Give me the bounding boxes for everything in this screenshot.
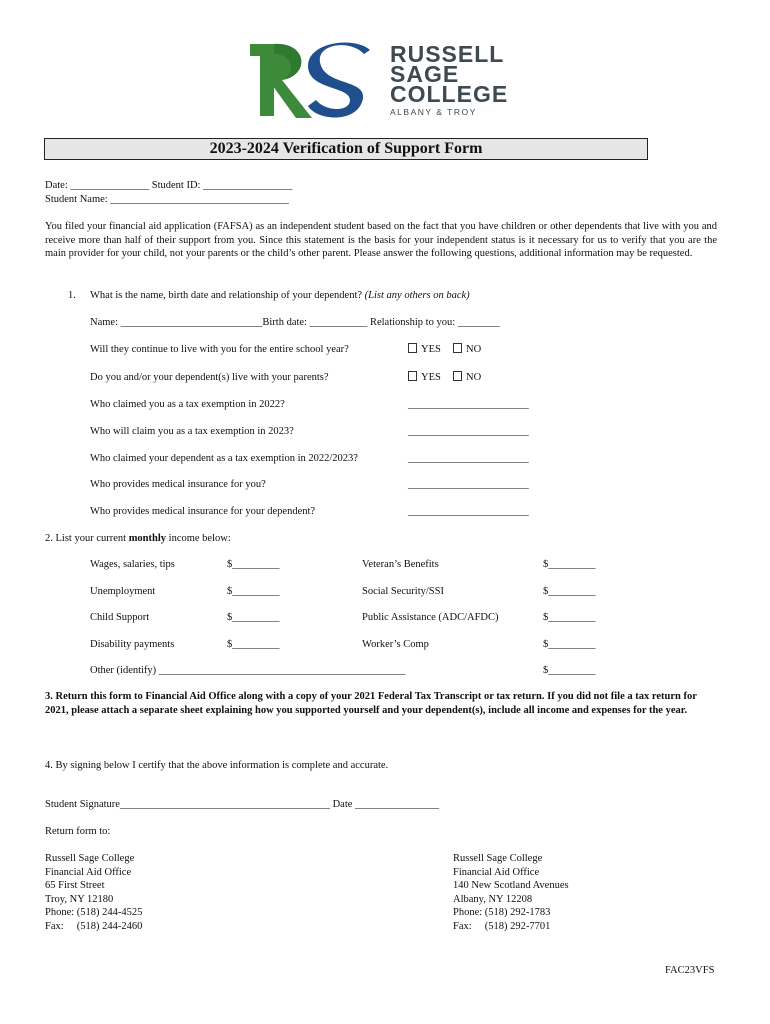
logo-subtitle: ALBANY & TROY: [390, 107, 477, 117]
address-line: Albany, NY 12208: [453, 893, 533, 905]
live-with-parents-yes[interactable]: [408, 371, 441, 385]
student-name-line[interactable]: Student Name: __________________________________: [45, 194, 289, 205]
income-label: Worker’s Comp: [362, 639, 429, 650]
live-with-parents-no[interactable]: [453, 371, 481, 385]
form-title: 2023-2024 Verification of Support Form: [44, 138, 648, 160]
signature-line[interactable]: Student Signature________________________________________ Date ________________: [45, 799, 440, 810]
income-label: Public Assistance (ADC/AFDC): [362, 612, 499, 623]
claimed-you-2022-question: Who claimed you as a tax exemption in 2022?: [90, 399, 285, 410]
q2-suffix: income below:: [168, 533, 231, 544]
q2-emphasis: monthly: [128, 533, 167, 544]
yes-label: YES: [421, 372, 441, 383]
no-label: NO: [466, 372, 482, 383]
logo-wordmark: [390, 41, 509, 117]
income-amount[interactable]: $_________: [227, 639, 280, 650]
other-income-line[interactable]: Other (identify) _______________________________________________: [90, 665, 406, 676]
claimed-you-2022-blank[interactable]: _______________________: [408, 399, 529, 410]
address-line: Phone: (518) 292-1783: [453, 907, 551, 918]
russell-sage-logo-mark: [246, 40, 374, 120]
claimed-dependent-blank[interactable]: _______________________: [408, 453, 529, 464]
address-line: Troy, NY 12180: [45, 893, 114, 905]
q3-instructions: 3. Return this form to Financial Aid Office along with a copy of your 2021 Federal Tax Transcript or tax return. If you did not file a tax return for 2021, please attach a separate sheet explaining how you supported yourself and your dependent(s), include all income and expenses for the year.: [45, 691, 697, 716]
insurance-dependent-question: Who provides medical insurance for your dependent?: [90, 506, 316, 517]
q2-prefix: 2. List your current: [45, 533, 127, 544]
checkbox-icon[interactable]: [408, 343, 417, 353]
income-amount[interactable]: $_________: [543, 612, 596, 623]
q1-heading: [90, 289, 470, 303]
insurance-you-blank[interactable]: _______________________: [408, 479, 529, 490]
income-amount[interactable]: $_________: [543, 586, 596, 597]
address-line: Russell Sage College: [453, 853, 543, 864]
income-label: Disability payments: [90, 639, 175, 650]
income-amount[interactable]: $_________: [543, 639, 596, 650]
address-line: Financial Aid Office: [453, 866, 540, 878]
address-line: Phone: (518) 244-4525: [45, 907, 143, 918]
address-line: Fax: (518) 292-7701: [453, 920, 551, 932]
live-with-parents-question: Do you and/or your dependent(s) live with your parents?: [90, 372, 329, 383]
q2-heading: [45, 532, 231, 546]
insurance-you-question: Who provides medical insurance for you?: [90, 479, 266, 490]
albany-address: [453, 852, 569, 933]
other-income-amount[interactable]: $_________: [543, 665, 596, 676]
address-line: Russell Sage College: [45, 853, 135, 864]
live-with-you-question: Will they continue to live with you for the entire school year?: [90, 344, 349, 355]
q1-note: (List any others on back): [364, 290, 470, 301]
no-label: NO: [466, 344, 482, 355]
live-with-you-yes[interactable]: [408, 343, 441, 357]
checkbox-icon[interactable]: [408, 371, 417, 381]
checkbox-icon[interactable]: [453, 343, 462, 353]
q1-number: 1.: [68, 290, 76, 301]
address-line: Financial Aid Office: [45, 866, 132, 878]
claim-you-2023-blank[interactable]: _______________________: [408, 426, 529, 437]
logo-line-3: COLLEGE: [390, 81, 509, 107]
intro-paragraph: You filed your financial aid application (FAFSA) as an independent student based on the fact that you have children or other dependents that live with you and receive more than half of their support from you. Since this statement is the basis for your independent status is it necessary for us to verify that you are the main provider for your child, not your parents or the child’s other parent. Please answer the following questions, additional information may be requested.: [45, 221, 717, 259]
income-amount[interactable]: $_________: [543, 559, 596, 570]
logo-line-2: SAGE: [390, 61, 460, 87]
q4-certification: 4. By signing below I certify that the above information is complete and accurate.: [45, 760, 389, 771]
return-label: Return form to:: [45, 826, 111, 837]
yes-label: YES: [421, 344, 441, 355]
checkbox-icon[interactable]: [453, 371, 462, 381]
income-label: Child Support: [90, 612, 150, 623]
income-label: Wages, salaries, tips: [90, 559, 175, 570]
address-line: 65 First Street: [45, 880, 105, 891]
income-label: Social Security/SSI: [362, 586, 444, 597]
form-code: FAC23VFS: [665, 965, 715, 976]
live-with-you-no[interactable]: [453, 343, 481, 357]
address-line: 140 New Scotland Avenues: [453, 880, 569, 891]
income-label: Veteran’s Benefits: [362, 559, 439, 570]
insurance-dependent-blank[interactable]: _______________________: [408, 506, 529, 517]
income-amount[interactable]: $_________: [227, 612, 280, 623]
claimed-dependent-question: Who claimed your dependent as a tax exemption in 2022/2023?: [90, 453, 358, 464]
income-amount[interactable]: $_________: [227, 586, 280, 597]
address-line: Fax: (518) 244-2460: [45, 920, 143, 932]
income-amount[interactable]: $_________: [227, 559, 280, 570]
income-label: Unemployment: [90, 586, 156, 597]
troy-address: [45, 852, 142, 933]
date-studentid-line[interactable]: Date: _______________ Student ID: _________________: [45, 180, 293, 191]
claim-you-2023-question: Who will claim you as a tax exemption in 2023?: [90, 426, 294, 437]
q1-text: What is the name, birth date and relationship of your dependent?: [90, 290, 363, 301]
logo-line-1: RUSSELL: [390, 41, 505, 67]
dependent-fields-line[interactable]: Name: ___________________________Birth date: ___________ Relationship to you: ________: [90, 317, 500, 328]
